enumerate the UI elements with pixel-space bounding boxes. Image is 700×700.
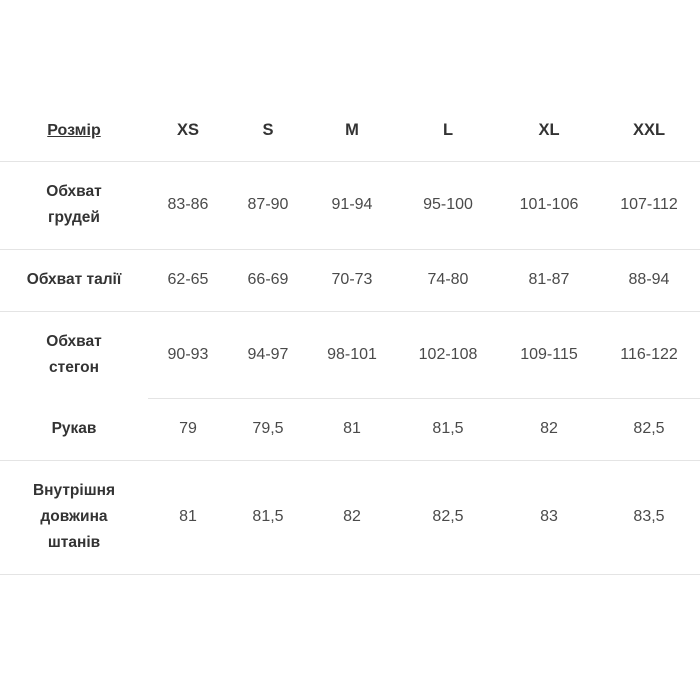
hips-xl-value: 109-115 — [500, 311, 598, 398]
inseam-l-value: 82,5 — [396, 460, 500, 574]
hips-label-line-2: стегон — [49, 358, 99, 376]
size-xl-header: XL — [500, 100, 598, 161]
inseam-m-value: 82 — [308, 460, 396, 574]
chest-l-value: 95-100 — [396, 161, 500, 249]
chest-row — [0, 161, 700, 249]
sleeve-l-value: 81,5 — [396, 398, 500, 460]
hips-label — [0, 311, 148, 398]
hips-m-value: 98-101 — [308, 311, 396, 398]
sleeve-xxl-value: 82,5 — [598, 398, 700, 460]
size-l-header: L — [396, 100, 500, 161]
waist-label-line-1: Обхват талії — [26, 271, 122, 288]
sleeve-xs-value: 79 — [148, 398, 228, 460]
chest-xs-value: 83-86 — [148, 161, 228, 249]
size-xxl-header: XXL — [598, 100, 700, 161]
hips-row — [0, 311, 700, 398]
inseam-label — [0, 460, 148, 574]
size-m-header: M — [308, 100, 396, 161]
inseam-row — [0, 460, 700, 574]
chest-label-line-1: Обхват — [46, 183, 102, 200]
inseam-xl-value: 83 — [500, 460, 598, 574]
sleeve-row — [0, 398, 700, 460]
waist-label — [0, 249, 148, 311]
waist-xs-value: 62-65 — [148, 249, 228, 311]
inseam-xxl-value: 83,5 — [598, 460, 700, 574]
chest-label-line-2: грудей — [48, 209, 100, 226]
inseam-label-line-1: Внутрішня — [32, 482, 116, 499]
chest-s-value: 87-90 — [228, 161, 308, 249]
sleeve-xl-value: 82 — [500, 398, 598, 460]
waist-l-value: 74-80 — [396, 249, 500, 311]
hips-s-value: 94-97 — [228, 311, 308, 398]
size-chart-table — [0, 100, 700, 575]
chest-m-value: 91-94 — [308, 161, 396, 249]
size-header-cell — [0, 100, 148, 161]
sleeve-s-value: 79,5 — [228, 398, 308, 460]
sleeve-label-line-1: Рукав — [51, 419, 97, 437]
chest-xl-value: 101-106 — [500, 161, 598, 249]
size-s-header: S — [228, 100, 308, 161]
size-header-label: Розмір — [47, 121, 101, 139]
waist-xl-value: 81-87 — [500, 249, 598, 311]
waist-s-value: 66-69 — [228, 249, 308, 311]
waist-xxl-value: 88-94 — [598, 249, 700, 311]
hips-l-value: 102-108 — [396, 311, 500, 398]
sleeve-label — [0, 398, 148, 460]
hips-xs-value: 90-93 — [148, 311, 228, 398]
inseam-s-value: 81,5 — [228, 460, 308, 574]
inseam-label-line-2: довжина — [40, 508, 108, 525]
chest-label — [0, 161, 148, 249]
size-header-row — [0, 100, 700, 161]
sleeve-m-value: 81 — [308, 398, 396, 460]
waist-m-value: 70-73 — [308, 249, 396, 311]
inseam-label-line-3: штанів — [47, 534, 101, 551]
waist-row — [0, 249, 700, 311]
size-xs-header: XS — [148, 100, 228, 161]
chest-xxl-value: 107-112 — [598, 161, 700, 249]
inseam-xs-value: 81 — [148, 460, 228, 574]
hips-label-line-1: Обхват — [46, 332, 102, 350]
hips-xxl-value: 116-122 — [598, 311, 700, 398]
